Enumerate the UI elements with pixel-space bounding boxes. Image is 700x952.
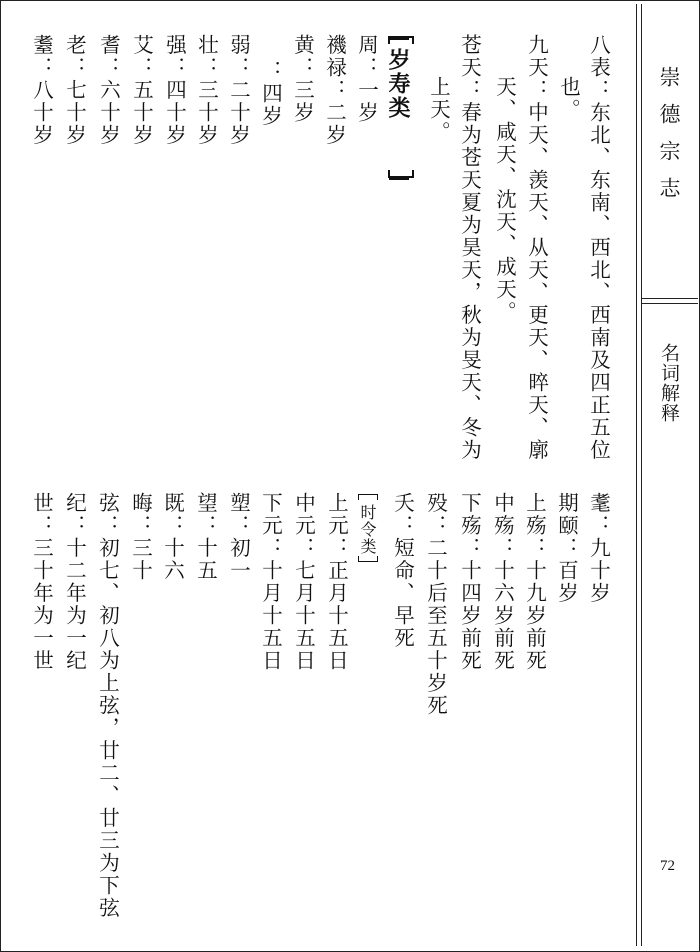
text-column: 中元：七月十五日	[291, 492, 316, 672]
text-column: 塑：初一	[226, 492, 251, 582]
sub-section-heading: 时令类	[358, 504, 377, 555]
sidebar-rule	[642, 303, 698, 304]
text-column: 上殇：十九岁前死	[522, 492, 547, 672]
text-column: ：四岁	[258, 60, 283, 128]
text-column: 下元：十月十五日	[258, 492, 283, 672]
sidebar-rule	[642, 298, 698, 299]
text-column: 禨禄：二岁	[322, 34, 347, 147]
text-column: 壮：三十岁	[194, 34, 219, 147]
section-heading: 岁寿类	[385, 48, 411, 120]
section-heading-bracket-top	[388, 36, 414, 44]
text-column: 强：四十岁	[162, 34, 187, 147]
text-column: 耄：九十岁	[586, 492, 611, 605]
text-column: 老：七十岁	[62, 34, 87, 147]
subheading-bracket-bottom	[358, 556, 378, 562]
text-column: 期颐：百岁	[554, 492, 579, 605]
text-column: 艾：五十岁	[129, 34, 154, 147]
chapter-title: 名词解释	[658, 343, 680, 423]
text-column: 夭：短命、早死	[390, 492, 415, 650]
text-column: 也。	[556, 76, 581, 121]
text-column: 九天：中天、羡天、从天、更天、晬天、廓	[524, 34, 549, 462]
text-column: 周：一岁	[354, 34, 379, 124]
text-column: 八表：东北、东南、西北、西南及四正五位	[586, 34, 611, 462]
page-number: 72	[660, 858, 675, 874]
text-column: 黄：三岁	[290, 34, 315, 124]
text-column: 苍天：春为苍天夏为昊天，秋为旻天、冬为	[457, 34, 482, 462]
text-column: 世：三十年为一世	[29, 492, 54, 672]
text-column: 中殇：十六岁前死	[490, 492, 515, 672]
subheading-bracket-top	[358, 494, 378, 500]
book-title: 崇德宗志	[657, 66, 681, 214]
text-column: 下殇：十四岁前死	[457, 492, 482, 672]
text-column: 纪：十二年为一纪	[62, 492, 87, 672]
section-heading-bracket-bottom	[388, 170, 414, 178]
text-column: 弱：二十岁	[226, 34, 251, 147]
text-column: 望：十五	[193, 492, 218, 582]
text-column: 晦：三十	[128, 492, 153, 582]
text-column: 殁：二十后至五十岁死	[423, 492, 448, 717]
text-column: 耋：八十岁	[29, 34, 54, 147]
text-column: 上元：正月十五日	[324, 492, 349, 672]
text-column: 天、咸天、沈天、成天。	[492, 76, 517, 324]
text-column: 弦：初七、初八为上弦，廿二、廿三为下弦	[95, 492, 120, 920]
text-column: 上天。	[426, 76, 451, 144]
sidebar-divider-inner	[641, 4, 642, 946]
text-column: 耆：六十岁	[96, 34, 121, 147]
text-column: 既：十六	[160, 492, 185, 582]
sidebar-divider	[636, 4, 637, 946]
